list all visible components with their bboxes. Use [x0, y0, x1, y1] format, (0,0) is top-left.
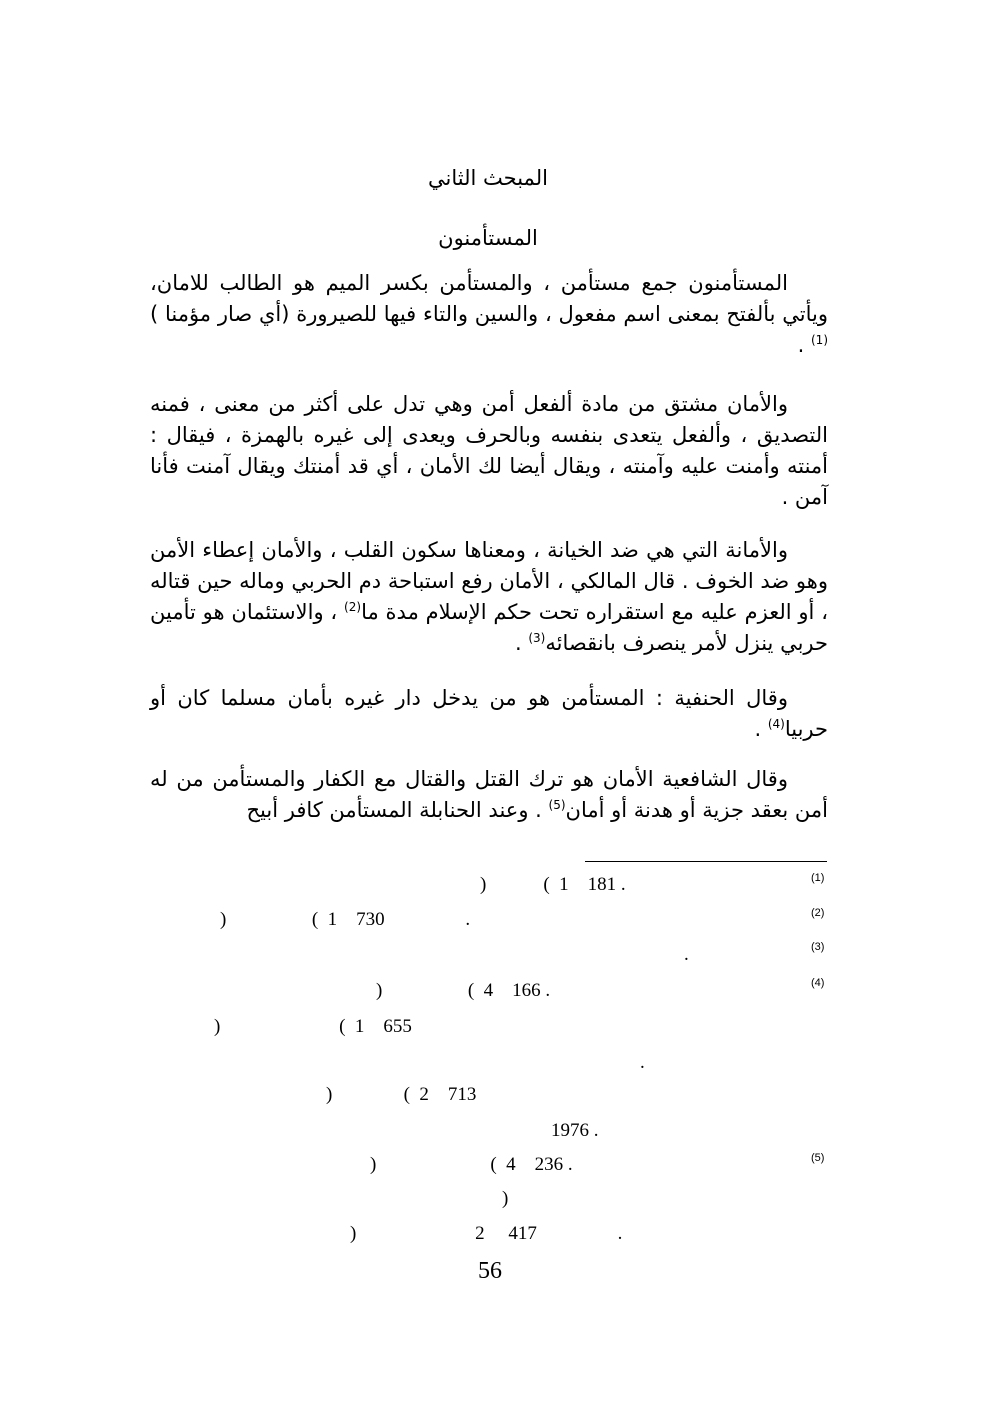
- footnote-line: .: [684, 944, 689, 965]
- section-title: المبحث الثاني: [428, 166, 548, 190]
- paragraph-5: [150, 764, 828, 826]
- paragraph-3: [150, 535, 828, 659]
- footnote-ref-5: (5): [548, 798, 566, 812]
- footnote-line: ) 2 417 .: [350, 1223, 623, 1244]
- paragraph-2: [150, 389, 828, 513]
- footnote-separator: [585, 861, 827, 862]
- footnote-line: .: [640, 1052, 645, 1073]
- footnote-number: (3): [811, 941, 825, 953]
- footnote-line: 1976 .: [551, 1120, 599, 1141]
- paragraph-tail: .: [514, 631, 529, 655]
- paragraph-text: وقال الشافعية الأمان هو ترك القتل والقتال مع الكفار والمستأمن من له أمن بعقد جزية أو هدنة أو أمان: [150, 767, 828, 822]
- paragraph-text: المستأمنون جمع مستأمن ، والمستأمن بكسر الميم هو الطالب للامان، ويأتي بألفتح بمعنى اسم مفعول ، والسين والتاء فيها للصيرورة (أي صار مؤمنا ): [150, 271, 828, 326]
- footnote-number: (2): [811, 907, 825, 919]
- paragraph-text: وقال الحنفية : المستأمن هو من يدخل دار غيره بأمان مسلما كان أو حربيا: [150, 686, 828, 741]
- footnote-line: ) ( 4 166 .: [376, 980, 551, 1001]
- paragraph-text: والأمان مشتق من مادة ألفعل أمن وهي تدل على أكثر من معنى ، فمنه التصديق ، وألفعل يتعدى بنفسه وبالحرف ويعدى إلى غيره بالهمزة ، فيقال : أمنته وأمنت عليه وآمنته ، ويقال أيضا لك الأمان ، أي قد أمنتك ويقال آمنت فأنا آمن .: [150, 392, 828, 509]
- footnote-number: (4): [811, 977, 825, 989]
- page-number: 56: [478, 1258, 502, 1284]
- paragraph-text: والأمانة التي هي ضد الخيانة ، ومعناها سكون القلب ، والأمان إعطاء الأمن وهو ضد الخوف . قال المالكي ، الأمان رفع استباحة دم الحربي وماله حين قتاله ، أو العزم عليه مع استقراره تحت حكم الإسلام مدة ما: [150, 538, 829, 624]
- footnote-number: (1): [811, 872, 825, 884]
- paragraph-tail: .: [797, 333, 811, 357]
- paragraph-tail: .: [754, 717, 768, 741]
- footnote-ref-3: (3): [528, 631, 546, 645]
- footnote-ref-4: (4): [767, 717, 785, 731]
- paragraph-4: [150, 683, 828, 745]
- footnote-line: ) ( 1 181 .: [480, 874, 626, 895]
- footnote-line: ) ( 1 655: [214, 1016, 412, 1037]
- paragraph-tail: . وعند الحنابلة المستأمن كافر أبيح: [246, 798, 549, 822]
- footnote-number: (5): [811, 1152, 825, 1164]
- section-subtitle: المستأمنون: [438, 226, 538, 250]
- paragraph-text-continued: ، والاستئمان هو تأمين حربي ينزل لأمر ينصرف بانقصائه: [150, 600, 828, 655]
- footnote-line: ): [502, 1188, 509, 1209]
- footnote-line: ) ( 2 713: [326, 1084, 477, 1105]
- footnote-ref-2: (2): [344, 600, 362, 614]
- paragraph-1: [150, 268, 828, 361]
- footnote-ref-1: (1): [810, 333, 828, 347]
- footnote-line: ) ( 4 236 .: [370, 1154, 573, 1175]
- footnote-line: ) ( 1 730 .: [220, 909, 471, 930]
